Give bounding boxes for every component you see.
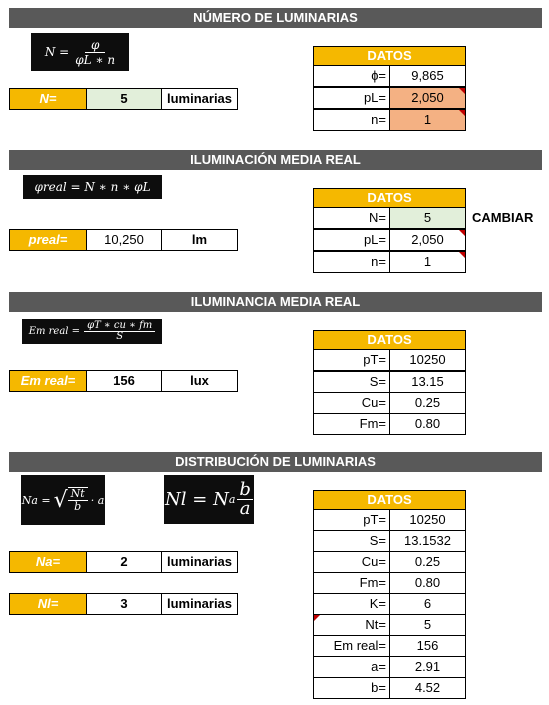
formula-lhs: Na = xyxy=(21,493,51,507)
result-label-emreal: Em real= xyxy=(9,370,87,392)
formula-na xyxy=(21,475,105,525)
formula-numerator: Nt xyxy=(68,488,88,501)
result-label-n: N= xyxy=(9,88,87,110)
datos-label: pL= xyxy=(313,87,390,109)
datos-value[interactable]: 2,050 xyxy=(389,87,466,109)
result-unit-nl: luminarias xyxy=(161,593,238,615)
datos-label: Fm= xyxy=(313,413,390,435)
formula-denominator: a xyxy=(239,498,251,519)
cambiar-note: CAMBIAR xyxy=(472,210,534,225)
datos-header-1: DATOS xyxy=(313,46,466,66)
formula-fraction xyxy=(75,38,115,67)
datos-value[interactable]: 0.25 xyxy=(389,551,466,573)
datos-value[interactable]: 1 xyxy=(389,251,466,273)
result-unit-n: luminarias xyxy=(161,88,238,110)
section-title-iluminacion: ILUMINACIÓN MEDIA REAL xyxy=(9,150,542,170)
datos-label: pT= xyxy=(313,509,390,531)
datos-value[interactable]: 4.52 xyxy=(389,677,466,699)
result-label-na: Na= xyxy=(9,551,87,573)
result-label-preal: preal= xyxy=(9,229,87,251)
datos-value[interactable]: 0.25 xyxy=(389,392,466,414)
result-unit-na: luminarias xyxy=(161,551,238,573)
section-title-distribucion: DISTRIBUCIÓN DE LUMINARIAS xyxy=(9,452,542,472)
datos-label: K= xyxy=(313,593,390,615)
result-unit-preal: lm xyxy=(161,229,238,251)
formula-tail: · a xyxy=(90,493,105,507)
formula-numerator: φ xyxy=(85,38,105,53)
datos-value[interactable]: 2.91 xyxy=(389,656,466,678)
result-value-n[interactable]: 5 xyxy=(86,88,162,110)
formula-fraction xyxy=(84,321,155,342)
datos-value[interactable]: 6 xyxy=(389,593,466,615)
datos-label: Cu= xyxy=(313,551,390,573)
formula-lhs: Nl = N xyxy=(165,489,229,510)
sqrt-icon: √ xyxy=(53,487,68,513)
datos-label: n= xyxy=(313,109,390,131)
datos-value[interactable]: 13.15 xyxy=(389,371,466,393)
datos-label: N= xyxy=(313,207,390,229)
datos-value[interactable]: 2,050 xyxy=(389,229,466,251)
datos-label: n= xyxy=(313,251,390,273)
formula-subscript: a xyxy=(228,493,236,506)
datos-label: Fm= xyxy=(313,572,390,594)
section-title-iluminancia: ILUMINANCIA MEDIA REAL xyxy=(9,292,542,312)
datos-label: S= xyxy=(313,371,390,393)
datos-label: Em real= xyxy=(313,635,390,657)
datos-label: S= xyxy=(313,530,390,552)
datos-value[interactable]: 9,865 xyxy=(389,65,466,87)
datos-label: a= xyxy=(313,656,390,678)
datos-value[interactable]: 0.80 xyxy=(389,572,466,594)
result-unit-emreal: lux xyxy=(161,370,238,392)
formula-iluminacion: φreal = N ∗ n ∗ φL xyxy=(23,175,162,199)
datos-header-3: DATOS xyxy=(313,330,466,350)
datos-label: Nt= xyxy=(313,614,390,636)
result-value-preal[interactable]: 10,250 xyxy=(86,229,162,251)
result-value-emreal[interactable]: 156 xyxy=(86,370,162,392)
formula-fraction xyxy=(237,481,253,518)
datos-value[interactable]: 5 xyxy=(389,207,466,229)
datos-value[interactable]: 0.80 xyxy=(389,413,466,435)
datos-label: b= xyxy=(313,677,390,699)
datos-value[interactable]: 1 xyxy=(389,109,466,131)
section-title-numero: NÚMERO DE LUMINARIAS xyxy=(9,8,542,28)
formula-iluminancia xyxy=(22,319,162,344)
formula-numero xyxy=(31,33,129,71)
formula-denominator: b xyxy=(74,500,82,513)
formula-numerator: φT ∗ cu ∗ fm xyxy=(84,321,155,332)
datos-label: pT= xyxy=(313,349,390,371)
datos-header-2: DATOS xyxy=(313,188,466,208)
datos-value[interactable]: 10250 xyxy=(389,349,466,371)
datos-value[interactable]: 5 xyxy=(389,614,466,636)
datos-value[interactable]: 156 xyxy=(389,635,466,657)
result-value-nl[interactable]: 3 xyxy=(86,593,162,615)
formula-numerator: b xyxy=(239,479,251,500)
datos-label: ɸ= xyxy=(313,65,390,87)
formula-lhs: N = xyxy=(44,45,70,59)
formula-lhs: Em real = xyxy=(28,326,81,337)
datos-header-4: DATOS xyxy=(313,490,466,510)
datos-label: Cu= xyxy=(313,392,390,414)
datos-value[interactable]: 10250 xyxy=(389,509,466,531)
formula-denominator: S xyxy=(116,331,124,342)
formula-fraction xyxy=(68,487,88,513)
formula-nl xyxy=(164,475,254,524)
result-label-nl: Nl= xyxy=(9,593,87,615)
result-value-na[interactable]: 2 xyxy=(86,551,162,573)
datos-label: pL= xyxy=(313,229,390,251)
datos-value[interactable]: 13.1532 xyxy=(389,530,466,552)
formula-denominator: φL ∗ n xyxy=(75,52,116,67)
